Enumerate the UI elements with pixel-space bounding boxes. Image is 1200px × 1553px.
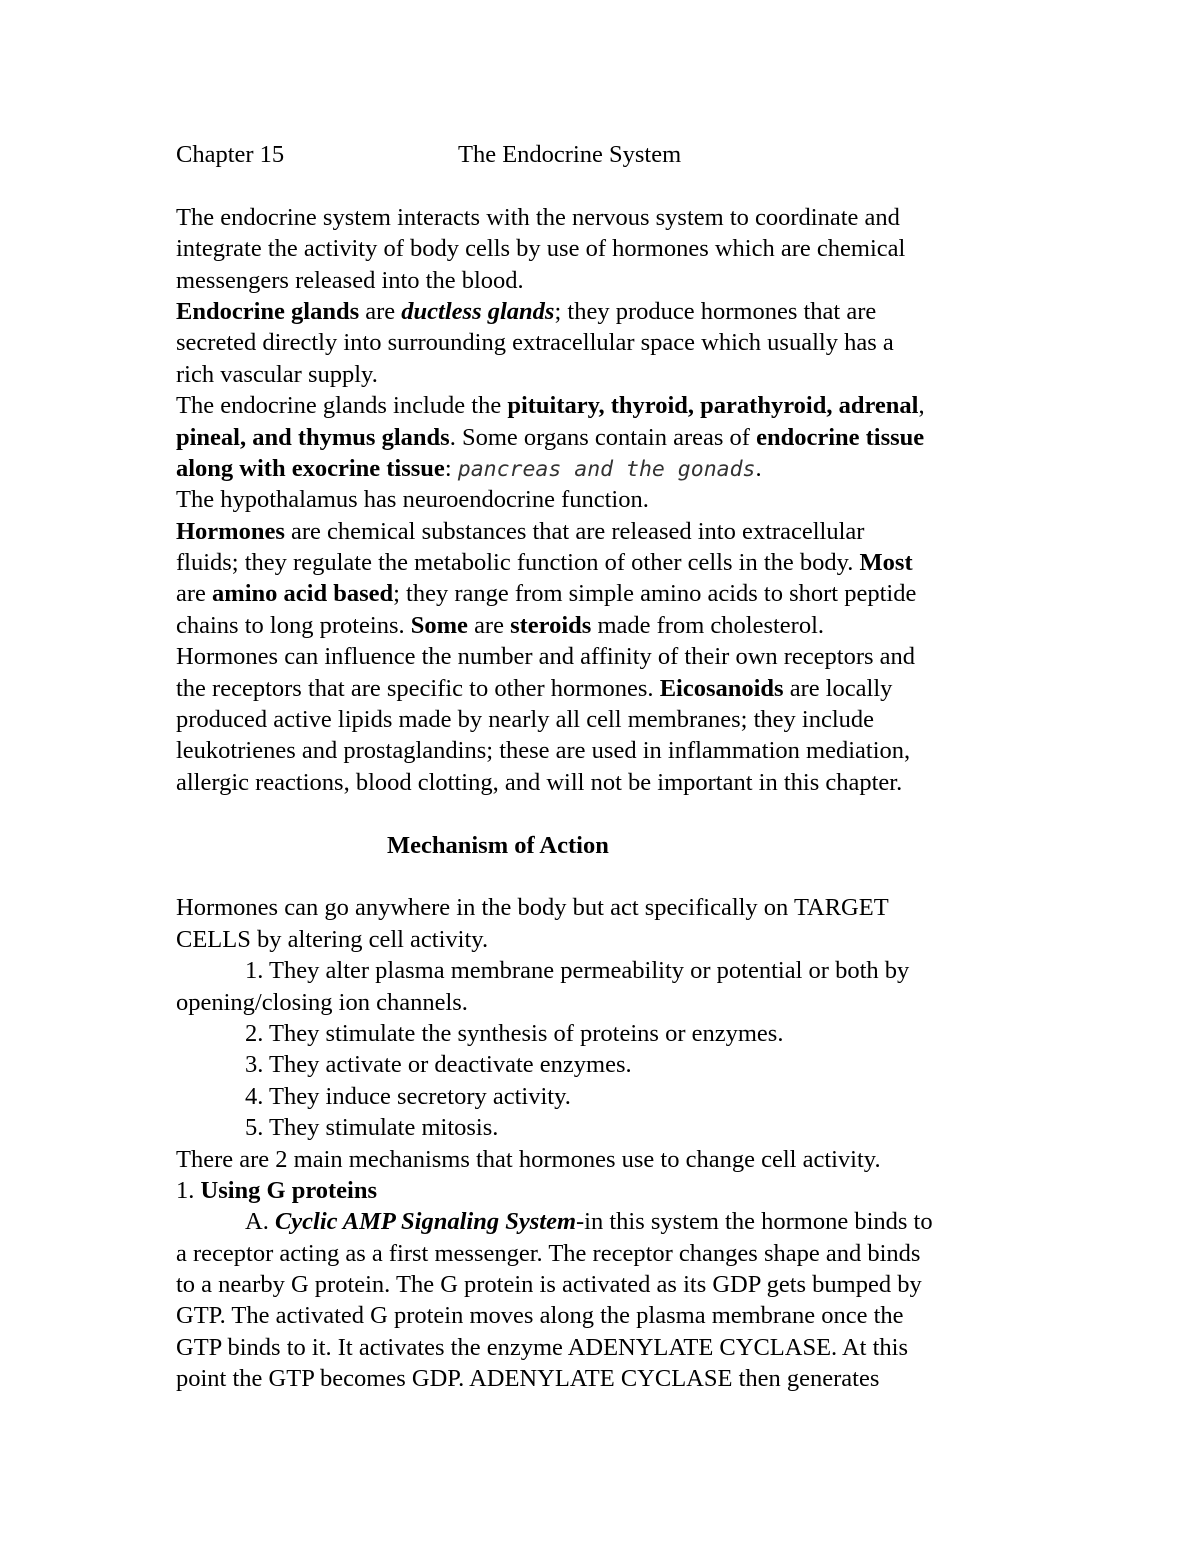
text-line — [176, 610, 1046, 641]
term-exocrine-tissue: along with exocrine tissue — [176, 454, 445, 482]
text-line: allergic reactions, blood clotting, and will not be important in this chapter. — [176, 768, 903, 796]
chapter-title: The Endocrine System — [458, 141, 682, 168]
text-run: are — [359, 297, 402, 325]
text-line: There are 2 main mechanisms that hormones use to change cell activity. — [176, 1145, 881, 1173]
text-line: GTP binds to it. It activates the enzyme ADENYLATE CYCLASE. At this — [176, 1333, 908, 1361]
text-line: secreted directly into surrounding extracellular space which usually has a — [176, 329, 894, 357]
text-line: integrate the activity of body cells by use of hormones which are chemical — [176, 235, 906, 263]
text-run: A. — [245, 1208, 275, 1236]
text-run: ; they produce hormones that are — [554, 297, 877, 325]
text-line — [176, 296, 1046, 327]
text-run: made from cholesterol. — [591, 611, 824, 639]
text-line: a receptor acting as a first messenger. The receptor changes shape and binds — [176, 1239, 921, 1267]
spacer — [176, 798, 1046, 829]
text-run: are locally — [783, 674, 893, 702]
text-line: point the GTP becomes GDP. ADENYLATE CYCLASE then generates — [176, 1365, 880, 1393]
term-glands-list-cont: pineal, and thymus glands — [176, 423, 450, 451]
term-endocrine-tissue: endocrine tissue — [756, 423, 925, 451]
text-line: rich vascular supply. — [176, 360, 378, 388]
text-line — [176, 578, 1046, 609]
spacer — [176, 170, 1046, 201]
spacer — [176, 861, 1046, 892]
list-item: 2. They stimulate the synthesis of proteins or enzymes. — [245, 1019, 784, 1047]
text-line — [176, 422, 1046, 453]
text-line: messengers released into the blood. — [176, 266, 524, 294]
section-heading: Mechanism of Action — [387, 831, 609, 859]
term-endocrine-glands: Endocrine glands — [176, 297, 360, 325]
text-run: are — [467, 611, 511, 639]
text-line — [176, 453, 1046, 484]
text-line: produced active lipids made by nearly all cell membranes; they include — [176, 706, 874, 734]
term-glands-list: pituitary, thyroid, parathyroid, adrenal — [507, 392, 919, 420]
term-ductless-glands: ductless glands — [401, 297, 555, 325]
subheading-g-proteins — [176, 1175, 1046, 1206]
intro-section — [176, 202, 1046, 798]
text-run: are chemical substances that are released into extracellular — [284, 517, 865, 545]
text-run: -in this system the hormone binds to — [576, 1208, 933, 1236]
term-eicosanoids: Eicosanoids — [659, 674, 784, 702]
text-line: Hormones can influence the number and affinity of their own receptors and — [176, 643, 916, 671]
term-steroids: steroids — [510, 611, 592, 639]
text-line — [176, 516, 1046, 547]
text-run: chains to long proteins. — [176, 611, 411, 639]
text-line: leukotrienes and prostaglandins; these are used in inflammation mediation, — [176, 737, 911, 765]
document-page — [176, 139, 1046, 1395]
list-item-continued: opening/closing ion channels. — [176, 988, 468, 1016]
chapter-header — [176, 139, 1046, 170]
term-hormones: Hormones — [176, 517, 285, 545]
text-line: The endocrine system interacts with the nervous system to coordinate and — [176, 203, 900, 231]
text-run: . — [755, 454, 762, 482]
chapter-number: Chapter 15 — [176, 141, 285, 168]
list-item: 4. They induce secretory activity. — [245, 1082, 571, 1110]
text-line — [176, 1206, 1046, 1237]
text-line — [176, 390, 1046, 421]
text-line: GTP. The activated G protein moves along the plasma membrane once the — [176, 1302, 904, 1330]
text-run: ; they range from simple amino acids to short peptide — [393, 580, 917, 608]
list-item: 3. They activate or deactivate enzymes. — [245, 1051, 632, 1079]
text-line: Hormones can go anywhere in the body but act specifically on TARGET — [176, 894, 889, 922]
text-run: . Some organs contain areas of — [449, 423, 757, 451]
term-some: Some — [410, 611, 468, 639]
mechanism-section — [176, 892, 1046, 1394]
term-most: Most — [859, 549, 913, 577]
term-amino-acid-based: amino acid based — [212, 580, 394, 608]
text-line — [176, 547, 1046, 578]
text-run: , — [918, 392, 925, 420]
term-using-g-proteins: Using G proteins — [200, 1176, 378, 1204]
text-run: : — [444, 454, 458, 482]
list-item: 5. They stimulate mitosis. — [245, 1114, 499, 1142]
text-line: CELLS by altering cell activity. — [176, 925, 489, 953]
text-line — [176, 673, 1046, 704]
text-run: fluids; they regulate the metabolic function of other cells in the body. — [176, 549, 860, 577]
term-cyclic-amp: Cyclic AMP Signaling System — [274, 1208, 576, 1236]
text-run: the receptors that are specific to other hormones. — [176, 674, 660, 702]
text-line: The hypothalamus has neuroendocrine function. — [176, 486, 649, 514]
text-line: to a nearby G protein. The G protein is activated as its GDP gets bumped by — [176, 1271, 922, 1299]
pancreas-gonads-text: pancreas and the gonads — [457, 456, 756, 482]
text-run: are — [176, 580, 213, 608]
text-run: The endocrine glands include the — [176, 392, 508, 420]
list-item: 1. They alter plasma membrane permeability or potential or both by — [245, 957, 910, 985]
text-run: 1. — [176, 1176, 201, 1204]
